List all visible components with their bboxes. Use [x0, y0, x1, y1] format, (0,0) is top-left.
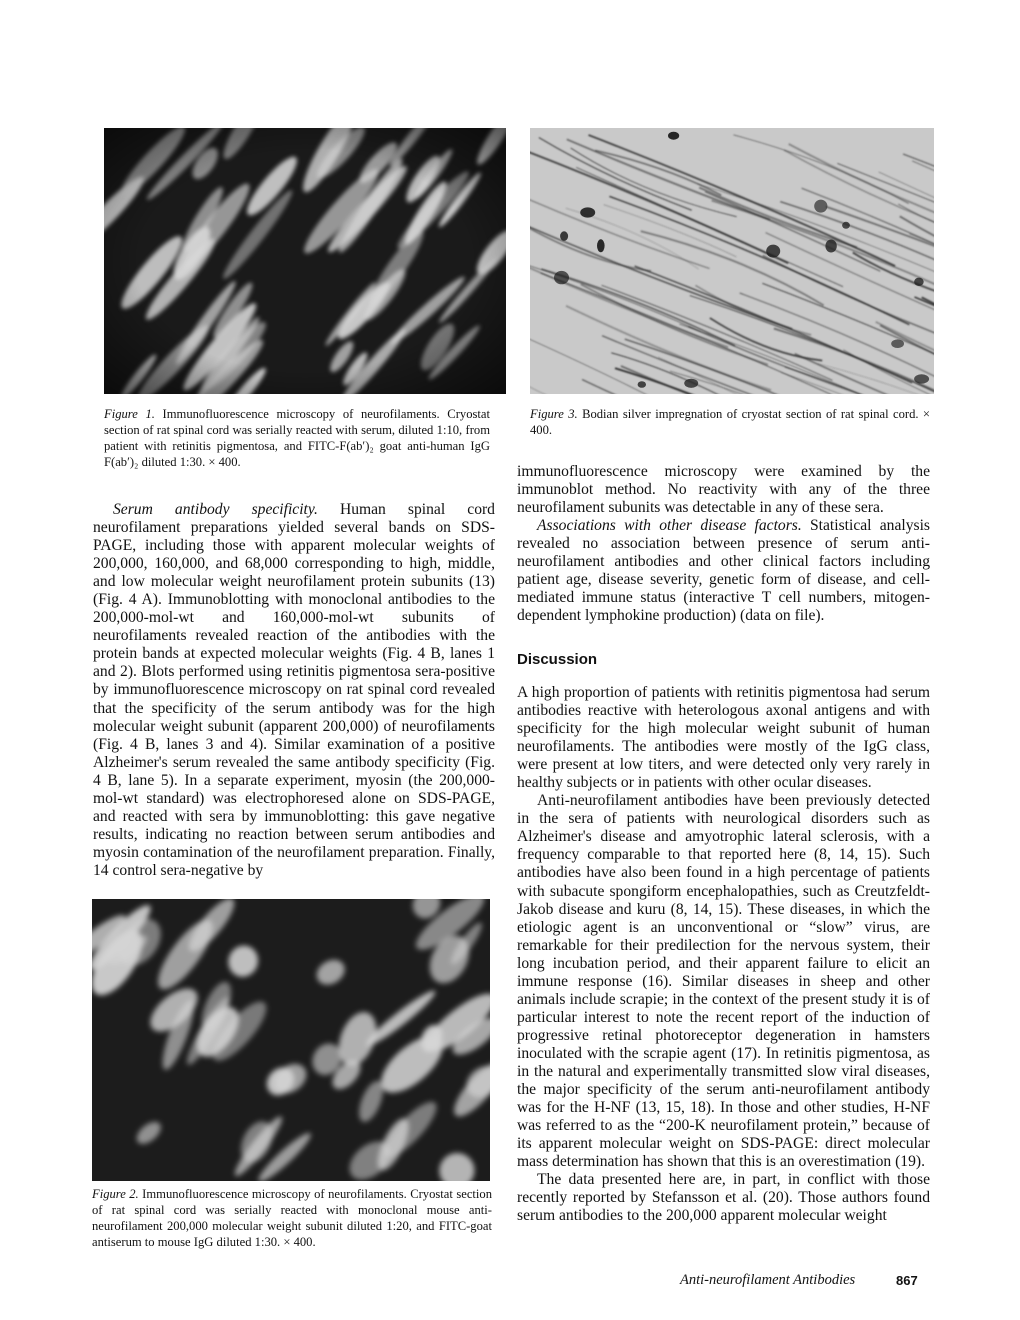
discussion-paragraph-3: The data presented here are, in part, in conflict with those recently reported by Stefansson et al. (20). Those authors found serum antibodies to the 200,000 apparent molecular weight [517, 1171, 930, 1225]
discussion-paragraph-1: A high proportion of patients with retinitis pigmentosa had serum antibodies reactive with heterologous axonal antigens and with specificity for the high molecular weight subunit of human neurofilaments. The antibodies were mostly of the IgG class, were present at low titers, and were detected only very rarely in healthy subjects or in patients with other ocular diseases. [517, 684, 930, 792]
figure-1-label: Figure 1. [104, 407, 155, 421]
serum-antibody-specificity-heading: Serum antibody specificity. [113, 501, 318, 518]
associations-heading: Associations with other disease factors. [537, 517, 802, 535]
associations-paragraph: Statistical analysis revealed no association between presence of serum anti-neurofilament antibodies and other clinical factors including patient age, disease severity, genetic form of disease, and cell-mediated immune status (interactive T cell numbers, mitogen-dependent lymphokine production) (data on file). [517, 517, 930, 625]
running-title: Anti-neurofilament Antibodies [680, 1272, 856, 1288]
cell-body [891, 339, 904, 348]
figure-3-caption [530, 406, 930, 438]
figure-2-label: Figure 2. [92, 1187, 139, 1201]
cell-body [684, 379, 698, 388]
cell-body [842, 222, 850, 229]
cell-body [638, 381, 646, 388]
immunoblot-continuation: immunofluorescence microscopy were examined by the immunoblot method. No reactivity with any of the three neurofilament subunits was detectable in any of these sera. [517, 463, 930, 517]
cell-body [668, 132, 679, 140]
discussion-paragraph-2: Anti-neurofilament antibodies have been previously detected in the sera of patients with neurological disorders such as Alzheimer's disease and amyotrophic lateral sclerosis, with a frequency comparable to that reported here (8, 14, 15). Such antibodies have also been found in a high percentage of patients with subacute spongiform encephalopathies, such as Creutzfeldt-Jakob disease and kuru (8, 14, 15). These diseases, in which the etiologic agent is an unconventional or “slow” virus, are remarkable for their predilection for the nervous system, their long incubation period, and their apparent failure to elicit an immune response (16). Similar diseases in sheep and other animals include scrapie; in the context of the present study it is of particular interest to note the recent report of the induction of progressive retinal photoreceptor degeneration in hamsters inoculated with the scrapie agent (17). In retinitis pigmentosa, as in the natural and experimentally transmitted slow viral diseases, the major specificity of the serum anti-neurofilament antibody was for the H-NF (13, 15, 18). In those and other studies, H-NF was referred to as the “200-K neurofilament protein,” because of its apparent molecular weight on SDS-PAGE: direct molecular mass determination has shown that this is an overestimation (19). [517, 792, 930, 1171]
cell-body [914, 374, 929, 383]
figure-1-caption-text: Immunofluorescence microscopy of neurofilaments. Cryostat section of rat spinal cord was serially reacted with serum, diluted 1:10, from patient with retinitis pigmentosa, and FITC-F(ab′)₂ goat anti-human IgG F(ab′)₂ diluted 1:30. × 400. [104, 407, 490, 469]
figure-2-caption [92, 1186, 492, 1250]
cell-body [825, 240, 836, 253]
cell-body [814, 200, 827, 213]
left-column-text [93, 501, 495, 880]
discussion-text [517, 684, 930, 1225]
figure-1-image [104, 128, 506, 394]
serum-antibody-specificity-paragraph: Human spinal cord neurofilament preparations yielded several bands on SDS-PAGE, including those with apparent molecular weights of 200,000, 160,000, and 68,000 corresponding to high, middle, and low molecular weight neurofilament protein subunits (13) (Fig. 4 A). Immunoblotting with monoclonal antibodies to the 200,000-mol-wt and 160,000-mol-wt subunits of neurofilaments revealed reaction of the antibodies with the protein bands at expected molecular weights (Fig. 4 B, lanes 1 and 2). Blots performed using retinitis pigmentosa sera-positive by immunofluorescence microscopy on rat spinal cord revealed that the specificity of the serum antibody was for the high molecular weight subunit (apparent 200,000) of neurofilaments (Fig. 4 B, lanes 3 and 4). Similar examination of a positive Alzheimer's serum revealed the same antibody specificity (Fig. 4 B, lane 5). In a separate experiment, myosin (the 200,000-mol-wt standard) was electrophoresed alone on SDS-PAGE, and reacted with sera by immunoblotting: this gave negative results, indicating no reaction between serum antibodies and myosin contamination of the neurofilament preparation. Finally, 14 control sera-negative by [93, 501, 495, 879]
page-number: 867 [896, 1273, 918, 1288]
figure-2-image [92, 899, 490, 1181]
cell-body [580, 207, 595, 217]
cell-body [766, 245, 780, 258]
figure-1-caption [104, 406, 490, 470]
figure-3-caption-text: Bodian silver impregnation of cryostat section of rat spinal cord. × 400. [530, 407, 931, 437]
discussion-heading: Discussion [517, 651, 598, 668]
right-column-text-top [517, 463, 930, 625]
figure-3-label: Figure 3. [530, 407, 578, 421]
figure-2-caption-text: Immunofluorescence microscopy of neurofilaments. Cryostat section of rat spinal cord was serially reacted with monoclonal mouse anti-neurofilament 200,000 molecular weight subunit diluted 1:20, and FITC-goat antiserum to mouse IgG diluted 1:30. × 400. [92, 1187, 493, 1249]
cell-body [554, 271, 569, 284]
cell-body [914, 278, 924, 286]
figure-3-image [530, 128, 934, 394]
cell-body [560, 231, 568, 241]
cell-body [597, 239, 605, 252]
